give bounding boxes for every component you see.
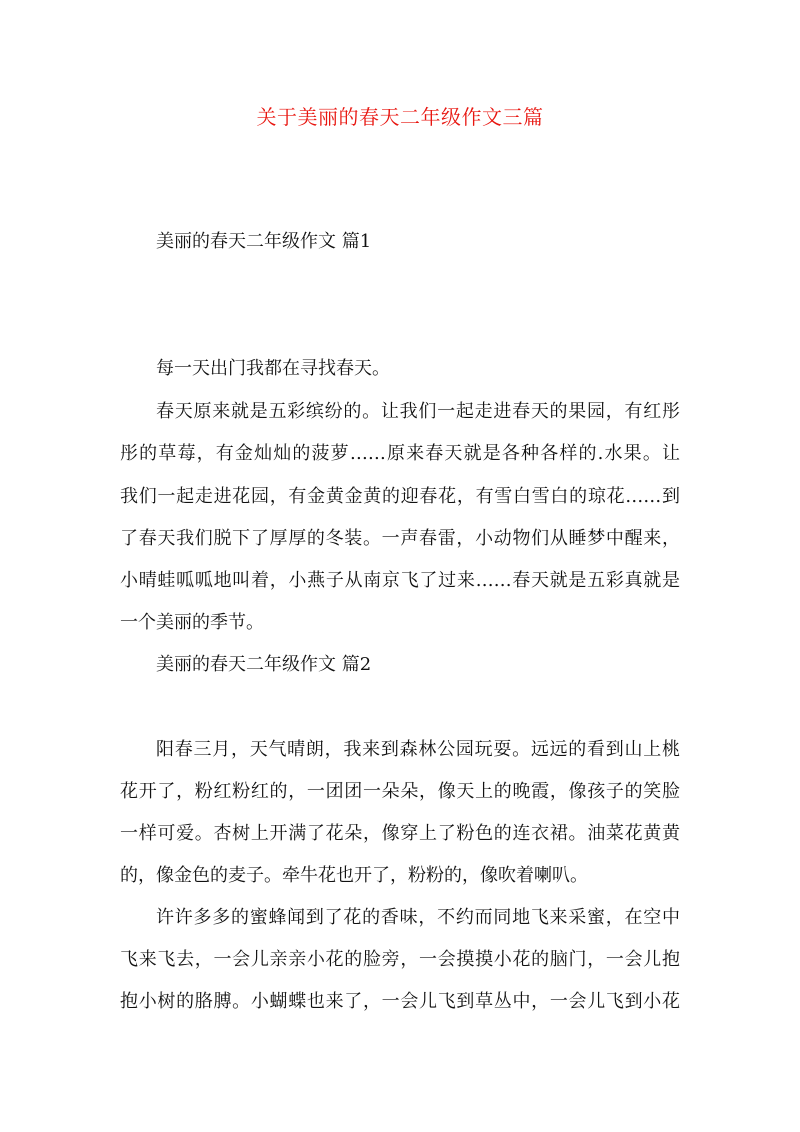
paragraph-line: 彤的草莓，有金灿灿的菠萝……原来春天就是各种各样的.水果。让 [120, 443, 680, 464]
paragraph-line: 抱小树的胳膊。小蝴蝶也来了，一会儿飞到草丛中，一会儿飞到小花 [120, 991, 680, 1012]
paragraph-line: 一样可爱。杏树上开满了花朵，像穿上了粉色的连衣裙。油菜花黄黄 [120, 823, 680, 844]
paragraph-line: 许许多多的蜜蜂闻到了花的香味，不约而同地飞来采蜜，在空中 [156, 907, 680, 928]
paragraph-line: 我们一起走进花园，有金黄金黄的迎春花，有雪白雪白的琼花……到 [120, 486, 680, 507]
paragraph-line: 的，像金色的麦子。牵牛花也开了，粉粉的，像吹着喇叭。 [120, 865, 588, 886]
paragraph-line: 小晴蛙呱呱地叫着，小燕子从南京飞了过来……春天就是五彩真就是 [120, 570, 680, 591]
paragraph-line: 花开了，粉红粉红的，一团团一朵朵，像天上的晚霞，像孩子的笑脸 [120, 781, 680, 802]
paragraph-line: 飞来飞去，一会儿亲亲小花的脸旁，一会摸摸小花的脑门，一会儿抱 [120, 949, 680, 970]
document-title: 关于美丽的春天二年级作文三篇 [256, 105, 544, 129]
paragraph-line: 春天原来就是五彩缤纷的。让我们一起走进春天的果园，有红彤 [156, 401, 680, 422]
paragraph-line: 了春天我们脱下了厚厚的冬装。一声春雷，小动物们从睡梦中醒来， [120, 528, 680, 549]
section-heading-2: 美丽的春天二年级作文 篇2 [156, 654, 372, 675]
paragraph-line: 每一天出门我都在寻找春天。 [156, 358, 390, 379]
paragraph-line: 一个美丽的季节。 [120, 612, 264, 633]
section-heading-1: 美丽的春天二年级作文 篇1 [156, 231, 372, 252]
paragraph-line: 阳春三月，天气晴朗，我来到森林公园玩耍。远远的看到山上桃 [156, 739, 680, 760]
